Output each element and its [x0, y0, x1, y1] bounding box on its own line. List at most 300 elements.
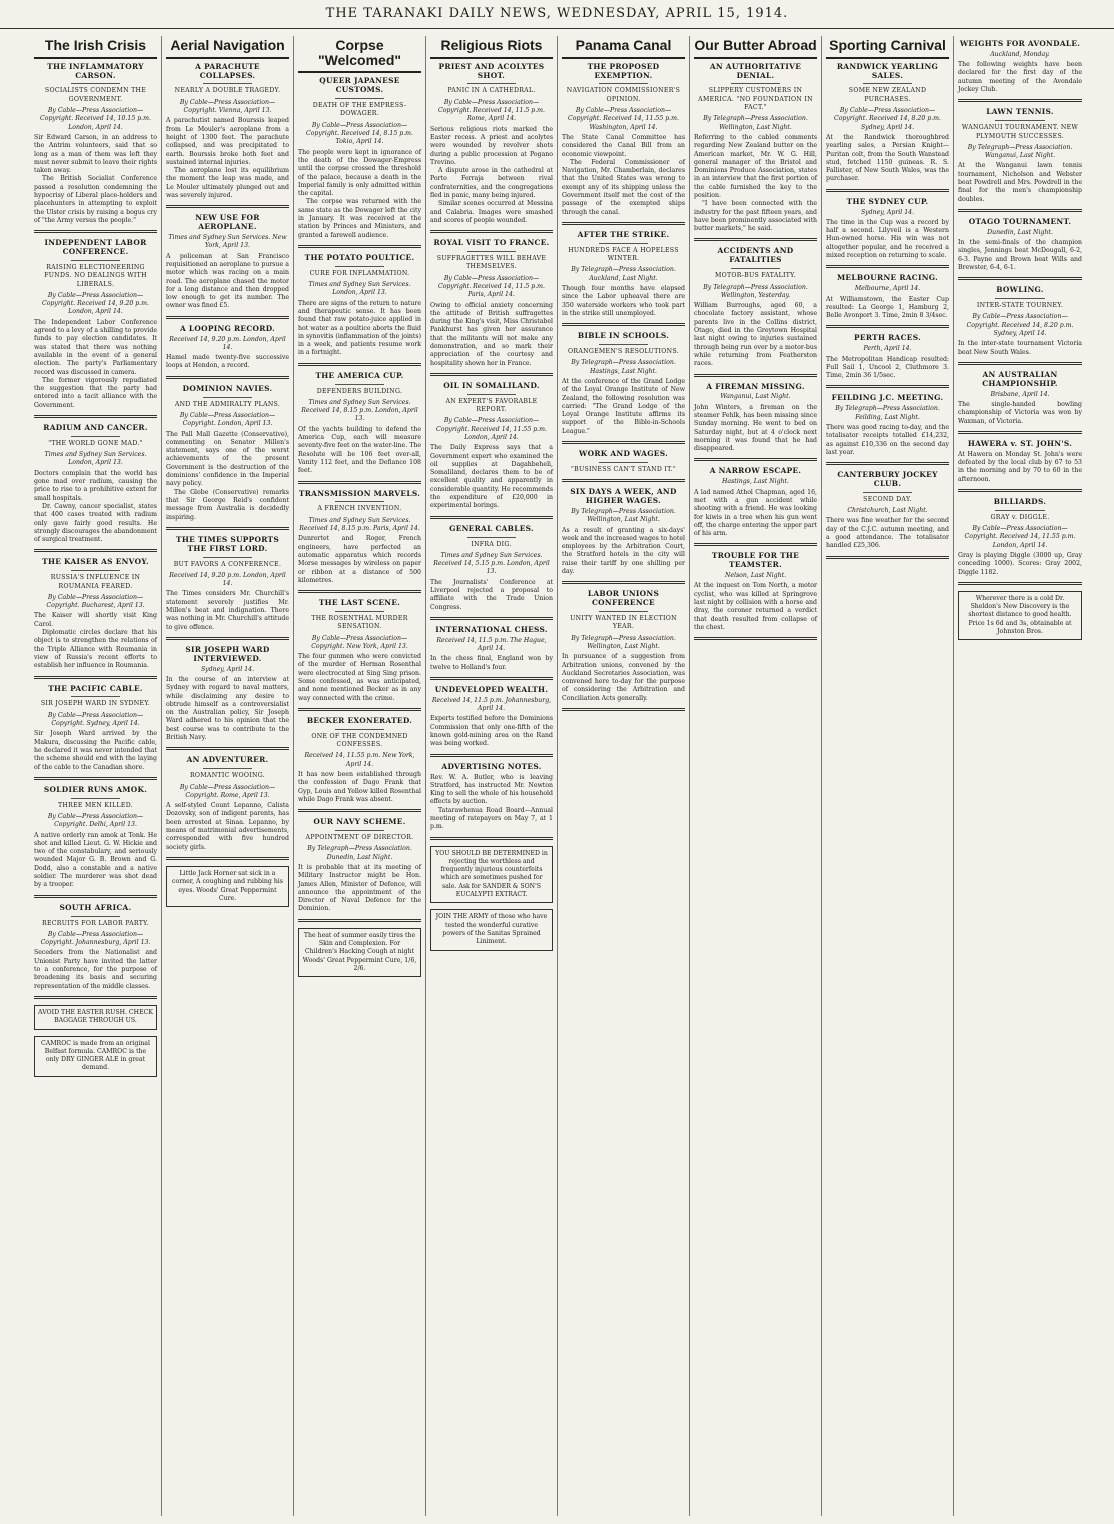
column-title: Sporting Carnival [826, 36, 949, 59]
article-dateline: Times and Sydney Sun Services. London, April 13. [44, 451, 147, 467]
article-headline: A FIREMAN MISSING. [706, 381, 805, 391]
article-headline: BOWLING. [996, 285, 1044, 295]
advertisement: AVOID THE EASTER RUSH. CHECK BAGGAGE THROUGH US. [34, 1005, 157, 1030]
article-headline: INDEPENDENT LABOR CONFERENCE. [44, 238, 147, 257]
advertisement: Little Jack Horner sat sick in a corner, A coughing and rubbing his eyes. Woods' Great Peppermint Cure. [166, 866, 289, 907]
article-dateline: Times and Sydney Sun Services. Received 14, 5.15 p.m. London, April 13. [433, 551, 550, 576]
article-dateline: By Cable—Press Association—Copyright. Received 14, 11.55 p.m. London, April 14. [436, 417, 547, 441]
article-paragraph: A self-styled Count Lepanno, Calista Dozovsky, son of indigent parents, has been arrested at Sinaa. Lepanno, by means of matrimonial advertisements, corresponded with five hundred society girls. [166, 802, 289, 851]
article-separator [562, 323, 685, 326]
divider [71, 260, 120, 261]
article [430, 525, 553, 620]
article-headline: CANTERBURY JOCKEY CLUB. [837, 470, 938, 489]
article-separator [826, 189, 949, 192]
article-dateline: By Telegraph—Press Association. Wanganui, Last Night. [967, 143, 1073, 160]
article-headline: THE PACIFIC CABLE. [48, 683, 143, 693]
article-headline: ADVERTISING NOTES. [441, 761, 542, 771]
article-headline: WEIGHTS FOR AVONDALE. [959, 39, 1081, 48]
article [958, 108, 1082, 212]
article-headline: RANDWICK YEARLING SALES. [836, 61, 939, 80]
article-paragraph: Dunrertet and Roger, French engineers, have perfected an automatic apparatus which records Morse messages by wireless on paper or ribbon at a distance of 500 kilometres. [298, 535, 421, 584]
article-paragraph: A dispute arose in the cathedral at Porto Ferraja between rival confraternities, and the congregations fled in panic, many being injured. [430, 167, 553, 199]
article-separator [958, 582, 1082, 585]
article-subhead: SOME NEW ZEALAND PURCHASES. [848, 87, 927, 103]
article [958, 498, 1082, 585]
article-separator [430, 754, 553, 757]
article-paragraph: There was good racing to-day, and the totalisator receipts totalled £14,232, as against £10,336 on the second day last year. [826, 423, 949, 456]
article-subhead: A FRENCH INVENTION. [317, 505, 402, 513]
article-headline: BIBLE IN SCHOOLS. [577, 331, 670, 341]
article-subhead: "THE WORLD GONE MAD." [48, 439, 143, 447]
article-paragraph: In the course of an interview at Sydney with regard to naval matters, while disclaiming any desire to obtrude himself as a controversialist on the Australian policy, Sir Joseph Ward adhered to his opinion that the best course was to contribute to the British Navy. [166, 675, 289, 742]
article-headline: BECKER EXONERATED. [306, 715, 413, 725]
divider [203, 83, 252, 84]
article-separator [166, 747, 289, 750]
article [298, 490, 421, 594]
article [166, 63, 289, 209]
article [34, 239, 157, 418]
divider [863, 83, 912, 84]
article [34, 904, 157, 999]
column-title: Corpse "Welcomed" [298, 36, 421, 73]
article [958, 286, 1082, 365]
article-paragraph: The British Socialist Conference passed a resolution condemning the hypocrisy of Liberal place-holders and placehunters in attempting to exploit the Ulster crisis by raising a bogus cry of "the Army versus the people." [34, 175, 157, 224]
advertisement: Wherever there is a cold Dr. Sheldon's New Discovery is the shortest distance to good health. Price 1s 6d and 3s, obtainable at Johnston Bros. [958, 591, 1082, 640]
article-subhead: NEARLY A DOUBLE TRAGEDY. [174, 87, 281, 95]
article-dateline: By Cable—Press Association—Copyright. New York, April 13. [311, 634, 408, 650]
article-dateline: By Telegraph—Press Association. Feilding, Last Night. [835, 405, 940, 421]
article-headline: OIL IN SOMALILAND. [443, 380, 540, 390]
article-paragraph: There are signs of the return to nature and therapeutic sense. It has been found that raw potato-juice applied in hot water as a poultice aborts the fluid in synovitis (inflammation of the joints) in a week, and patients resume work in a fortnight. [298, 299, 421, 357]
article [562, 488, 685, 584]
article-paragraph: Owing to official anxiety concerning the attitude of British suffragettes during the King's visit, Miss Christabel Pankhurst has given her assurance that the militants will not make any demonstration, and so mark their appreciation of the courtesy and hospitality shown her in France. [430, 301, 553, 367]
article-subhead: THE ROSENTHAL MURDER SENSATION. [311, 614, 408, 631]
divider [335, 501, 384, 502]
article-separator [958, 431, 1082, 434]
article [958, 440, 1082, 492]
article-paragraph: Seceders from the Nationalist and Unionist Party have invited the latter to a conference, for the purpose of broadening its basis and securing representation of the middle classes. [34, 949, 157, 990]
article-paragraph: Hamel made twenty-five successive loops at Hendon, a record. [166, 354, 289, 370]
divider [731, 268, 780, 269]
article-separator [562, 479, 685, 482]
article-headline: HAWERA v. ST. JOHN'S. [967, 438, 1073, 448]
article-separator [34, 777, 157, 780]
article-dateline: Christchurch, Last Night. [847, 507, 928, 515]
article-dateline: Received 14, 11.5 p.m. The Hague, April 14. [436, 636, 547, 653]
article-headline: NEW USE FOR AEROPLANE. [195, 213, 260, 232]
article-dateline: Auckland, Monday. [990, 50, 1050, 58]
article-paragraph: The four gunmen who were convicted of the murder of Herman Rosenthal were electrocuted at Sing Sing prison. Some confessed, as was anticipated, and none mentioned Becker as in any way connected with the crime. [298, 653, 421, 702]
article-dateline: By Telegraph—Press Association. Dunedin, Last Night. [307, 845, 412, 861]
article-separator [958, 362, 1082, 365]
article-separator [430, 373, 553, 376]
article-paragraph: Of the yachts building to defend the America Cup, each will measure seventy-five feet on the water-line. The Resolute will be 106 feet over-all, Vanity 112 feet, and the Defiance 108 feet. [298, 425, 421, 475]
article-headline: SIR JOSEPH WARD INTERVIEWED. [185, 644, 270, 663]
article-subhead: CURE FOR INFLAMMATION. [309, 269, 410, 277]
article-headline: ROYAL VISIT TO FRANCE. [433, 238, 550, 248]
article-separator [562, 581, 685, 584]
article-paragraph: Though four months have elapsed since the Labor upheaval there are 350 waterside workers who took part in the strike still unemployed. [562, 284, 685, 317]
article-subhead: SIR JOSEPH WARD IN SYDNEY. [40, 700, 151, 708]
article-separator [298, 245, 421, 248]
article-subhead: THREE MEN KILLED. [57, 801, 134, 809]
article-subhead: SOCIALISTS CONDEMN THE GOVERNMENT. [44, 87, 147, 103]
article [958, 40, 1082, 102]
divider [467, 83, 516, 84]
article [694, 63, 817, 242]
article-dateline: By Cable—Press Association—Copyright. Received 14, 11.5 p.m. Rome, April 14. [437, 98, 546, 123]
article-paragraph: The single-handed bowling championship of Victoria was won by Waxman, of Victoria. [958, 400, 1082, 425]
article-paragraph: As a result of granting a six-days' week and the increased wages to hotel employees by the Arbitration Court, the Stratford hotels in the city will raise their tariff by one shilling per day. [562, 526, 685, 575]
article-dateline: Dunedin, Last Night. [987, 228, 1053, 236]
article-dateline: By Telegraph—Press Association. Wellington, Last Night. [571, 634, 676, 650]
article [298, 818, 421, 922]
article-dateline: Sydney, April 14. [200, 665, 255, 673]
article-dateline: By Telegraph—Press Association. Auckland, Last Night. [571, 266, 676, 282]
article-separator [430, 516, 553, 519]
article-dateline: Sydney, April 14. [860, 208, 915, 216]
article-paragraph: A policeman at San Francisco requisitioned an aeroplane to pursue a motor which was racing on a main road. The aeroplane chased the motor for a long distance and then dropped low enough to get its number. The owner was fined £5. [166, 252, 289, 310]
article [34, 63, 157, 234]
article-separator [166, 527, 289, 530]
divider [731, 83, 780, 84]
article-headline: QUEER JAPANESE CUSTOMS. [319, 76, 400, 95]
divider [335, 266, 384, 267]
article [562, 590, 685, 711]
article-separator [298, 363, 421, 366]
article-subhead: MOTOR-BUS FATALITY. [714, 272, 797, 280]
article-subhead: BUT FAVORS A CONFERENCE. [173, 560, 282, 568]
article-paragraph: Serious religious riots marked the Easter recess. A priest and acolytes were wounded by revolver shots during a public procession at Pogano Trevino. [430, 125, 553, 166]
article-paragraph: The State Canal Committee has considered the Canal Bill from an economic viewpoint. [562, 133, 685, 158]
article-separator [958, 99, 1082, 102]
article-separator [166, 857, 289, 860]
divider [71, 570, 120, 571]
article [34, 424, 157, 552]
article-paragraph: The Journalists' Conference at Liverpool rejected a proposal to affiliate with the Trade Union Congress. [430, 578, 553, 611]
article-subhead: HUNDREDS FACE A HOPELESS WINTER. [568, 246, 679, 263]
article-dateline: Received 14, 11.55 p.m. New York, April 14. [304, 752, 415, 768]
article-headline: LABOR UNIONS CONFERENCE [587, 589, 660, 608]
divider [467, 251, 516, 252]
article-subhead: DEFENDERS BUILDING. [316, 387, 403, 395]
divider [203, 397, 252, 398]
article-separator [298, 919, 421, 922]
divider [335, 830, 384, 831]
divider [467, 394, 516, 395]
article-paragraph: A lad named Athol Chapman, aged 16, met with a gun accident while shooting with a friend. He was looking for kiwis in a tree when his gun went off, the charge entering the upper part of his arm. [694, 488, 817, 538]
article-headline: THE PROPOSED EXEMPTION. [587, 61, 660, 80]
article-paragraph: At the conference of the Grand Lodge of the Loyal Orange Institute of New Zealand, the following resolution was carried: "The Grand Lodge of the Loyal Orange Institute affirms its support of the Bible-in-Schools League." [562, 377, 685, 435]
article-headline: SIX DAYS A WEEK, AND HIGHER WAGES. [570, 487, 677, 506]
article-dateline: By Cable—Press Association—Copyright. Rome, April 13. [179, 783, 276, 799]
article-paragraph: The time in the Cup was a record by half a second. Lilyveil is a Western Hun-owned horse. His win was not altogether popular, and he received a mixed reception on returning to scale. [826, 218, 949, 260]
article-paragraph: The Kaiser will shortly visit King Carol. [34, 612, 157, 628]
article-dateline: By Cable—Press Association—Copyright. Received 14, 11.55 p.m. Washington, April 14. [568, 107, 679, 131]
article-headline: FEILDING J.C. MEETING. [831, 393, 944, 403]
article-separator [34, 676, 157, 679]
article-headline: OTAGO TOURNAMENT. [968, 216, 1072, 226]
column-title: Panama Canal [562, 36, 685, 59]
article-separator [166, 316, 289, 319]
article [430, 686, 553, 757]
article-paragraph: In the inter-state tournament Victoria beat New South Wales. [958, 340, 1082, 356]
column-title: Aerial Navigation [166, 36, 289, 59]
article-subhead: RECRUITS FOR LABOR PARTY. [42, 919, 149, 927]
article-subhead: RUSSIA'S INFLUENCE IN ROUMANIA FEARED. [50, 574, 141, 590]
article-dateline: By Cable—Press Association—Copyright. Delhi, April 13. [47, 812, 144, 829]
article-separator [694, 458, 817, 461]
divider [335, 384, 384, 385]
article-paragraph: Experts testified before the Dominions Commission that only one-fifth of the known gold-mining area on the Rand was being worked. [430, 715, 553, 748]
divider [599, 462, 648, 463]
article-dateline: By Telegraph—Press Association. Hastings, Last Night. [571, 359, 676, 375]
article-separator [694, 238, 817, 241]
article-separator [958, 489, 1082, 492]
article-subhead: AN EXPERT'S FAVORABLE REPORT. [445, 397, 538, 414]
article-dateline: By Telegraph—Press Association. Wellington, Last Night. [571, 507, 676, 524]
divider [335, 98, 384, 99]
article [298, 372, 421, 484]
article-separator [34, 895, 157, 898]
article [430, 382, 553, 519]
article-paragraph: The people were kept in ignorance of the death of the Dowager-Empress until the corpse crossed the threshold of the palace, because a death in the Imperial family is only admitted within the capital. [298, 148, 421, 198]
column-title: The Irish Crisis [34, 36, 157, 59]
article [166, 214, 289, 318]
article-dateline: By Cable—Press Association—Copyright. Received 14, 8.20 p.m. Sydney, April 14. [833, 107, 942, 131]
article [298, 717, 421, 812]
article-headline: THE KAISER AS ENVOY. [42, 557, 149, 567]
article-paragraph: The Daily Express says that a Government expert who examined the oil supplies at Dagahbeheli, Somaliland, declares them to be of excellent quality and apparently in considerable quantity. He recommends the expenditure of £20,000 in experimental borings. [430, 444, 553, 510]
divider [71, 436, 120, 437]
article-paragraph: The Independent Labor Conference agreed to a levy of a shilling to provide funds to pay election candidates. It was stated that there was nothing available in the event of a general election. The party's Parliamentary record was discussed in camera. [34, 318, 157, 376]
article-paragraph: There was fine weather for the second day of the C.J.C. autumn meeting, and a good attendance. The totalisator handled £25,306. [826, 517, 949, 550]
article-separator [562, 222, 685, 225]
article-subhead: UNITY WANTED IN ELECTION YEAR. [570, 615, 677, 631]
article-paragraph: Sir Joseph Ward arrived by the Makura, discussing the Pacific cable, he declared it was never intended that the scheme should end with the laying of the cable to the Canadian shore. [34, 730, 157, 771]
column-4 [426, 36, 558, 1516]
article-subhead: RAISING ELECTIONEERING FUNDS. NO DEALINGS WITH LIBERALS. [44, 263, 147, 288]
article-separator [826, 556, 949, 559]
divider [467, 537, 516, 538]
article-paragraph: It is probable that at its meeting of Military Instructor might be Hon. James Allen, Minister of Defence, will announce the appointment of the Director of Naval Defence for the Dominion. [298, 863, 421, 913]
article [826, 471, 949, 559]
article-paragraph: Doctors complain that the world has gone mad over radium, causing the price to rise to a prohibitive extent for small hospitals. [34, 469, 157, 502]
article-dateline: Times and Sydney Sun Services. Received 14, 8.15 p.m. Paris, April 14. [299, 516, 420, 533]
article [34, 685, 157, 780]
article-headline: AN ADVENTURER. [186, 755, 269, 765]
divider [335, 611, 384, 612]
article-separator [34, 415, 157, 418]
article-paragraph: At Hawera on Monday St. John's were defeated by the local club by 67 to 53 in the morning and by 70 to 60 in the afternoon. [958, 450, 1082, 483]
article [562, 63, 685, 225]
article-headline: TRANSMISSION MARVELS. [298, 488, 421, 498]
article-headline: SOUTH AFRICA. [59, 902, 132, 912]
article-subhead: APPOINTMENT OF DIRECTOR. [305, 834, 414, 842]
divider [599, 243, 648, 244]
divider [995, 120, 1045, 121]
article-separator [694, 637, 817, 640]
article [298, 599, 421, 711]
article-dateline: By Cable—Press Association—Copyright. Received 14, 8.20 p.m. Sydney, April 14. [966, 313, 1074, 338]
column-title: Religious Riots [430, 36, 553, 59]
advertisement: JOIN THE ARMY of those who have tested the wonderful curative powers of the Sanitas Sprained Liniment. [430, 909, 553, 950]
article-paragraph: The Times considers Mr. Churchill's statement severely justifies Mr. Millen's beat and indignation. There was nothing in Mr. Churchill's attitude to give offence. [166, 590, 289, 631]
article [826, 334, 949, 388]
article-subhead: SLIPPERY CUSTOMERS IN AMERICA. "NO FOUNDATION IN FACT." [698, 87, 813, 112]
article [166, 385, 289, 530]
article-paragraph: The former vigorously repudiated the suggestion that the party had entered into a tacit alliance with the Government. [34, 376, 157, 409]
article-dateline: By Cable—Press Association—Copyright. Received 14, 8.15 p.m. Tokio, April 14. [305, 121, 414, 146]
article [34, 558, 157, 678]
article-dateline: Times and Sydney Sun Services. New York, April 13. [168, 234, 287, 250]
article-paragraph: The Pall Mall Gazette (Conservative), commenting on Senator Millen's statement, says one of the worst achievements of the present Government is the destruction of the dominions' confidence in the Imperial navy policy. [166, 430, 289, 488]
article-paragraph: Dr. Cawny, cancer specialist, states that 400 cases treated with radium only gave fairly good results. He strongly discourages the abandonment of surgical treatment. [34, 502, 157, 544]
article-headline: LAWN TENNIS. [986, 107, 1054, 117]
article-separator [430, 837, 553, 840]
article-separator [298, 809, 421, 812]
article-headline: AFTER THE STRIKE. [577, 229, 670, 239]
article-separator [562, 441, 685, 444]
article-headline: PRIEST AND ACOLYTES SHOT. [438, 61, 545, 80]
article [562, 231, 685, 326]
article [826, 274, 949, 328]
article-headline: OUR NAVY SCHEME. [313, 817, 406, 827]
article-headline: A PARACHUTE COLLAPSES. [195, 61, 260, 80]
article-headline: PERTH RACES. [854, 333, 921, 343]
article-separator [826, 462, 949, 465]
advertisement: The heat of summer easily tires the Skin and Complexion. For Children's Hacking Cough at night Woods' Great Peppermint Cure, 1/6, 2/6. [298, 928, 421, 977]
article-dateline: Times and Sydney Sun Services. London, April 13. [308, 281, 411, 297]
article-paragraph: Tatarawhenua Road Board—Annual meeting of ratepayers on May 7, at 1 p.m. [430, 806, 553, 831]
article-paragraph: It has now been established through the confession of Dago Frank that Gyp, Louis and Yellow killed Rosenthal while Dago Frank was absent. [298, 771, 421, 803]
article-paragraph: The following weights have been declared for the first day of the autumn meeting of the Avondale Jockey Club. [958, 61, 1082, 94]
column-title: Our Butter Abroad [694, 36, 817, 59]
article-separator [430, 617, 553, 620]
article [430, 63, 553, 234]
article-paragraph: At the Wanganui lawn tennis tournament, Nicholson and Webster beat Powdrell and Mrs. Powdrell in the final for the men's championship doubles. [958, 162, 1082, 203]
divider [863, 492, 912, 493]
article-paragraph: Gray is playing Diggle (3000 up, Gray conceding 1000). Scores: Gray 2002, Diggle 1182. [958, 551, 1082, 576]
article-paragraph: "I have been connected with the industry for the past fifteen years, and have been prominently associated with butter markets," he said. [694, 200, 817, 233]
article-headline: THE AMERICA CUP. [315, 370, 404, 380]
article-headline: THE LAST SCENE. [318, 598, 401, 608]
article-paragraph: Referring to the cabled comments regarding New Zealand butter on the American market, Mr. W. G. Hill, general manager of the Bristol and Dominions Produce Association, states in an interview that the first portion of the cable furnished the key to the position. [694, 133, 817, 199]
article-subhead: NAVIGATION COMMISSIONER'S OPINION. [566, 87, 681, 103]
article-headline: DOMINION NAVIES. [182, 383, 273, 393]
article-dateline: Hastings, Last Night. [722, 478, 789, 486]
article-separator [826, 265, 949, 268]
article-paragraph: In pursuance of a suggestion from Arbitration unions, convened by the Auckland Secretaries Association, was convened here to-day for the purpose of considering the Arbitration and Conciliation Acts generally. [562, 653, 685, 702]
article [826, 198, 949, 269]
article-separator [694, 543, 817, 546]
columns-container [30, 36, 1100, 1516]
article-separator [166, 205, 289, 208]
article-separator [298, 708, 421, 711]
article-dateline: By Cable—Press Association—Copyright. Received 14, 11.55 p.m. London, April 14. [964, 525, 1076, 549]
article [826, 394, 949, 465]
article-paragraph: John Winters, a fireman on the steamer Fehlk, has been missing since Sunday morning. He went to bed on Saturday night, but at 4 o'clock next morning it was found that he had disappeared. [694, 403, 817, 453]
article [166, 756, 289, 860]
article-dateline: By Cable—Press Association—Copyright. Bucharest, April 13. [46, 593, 145, 610]
article-subhead: AND THE ADMIRALTY PLANS. [174, 400, 281, 408]
article-dateline: By Telegraph—Press Association. Wellington, Last Night. [703, 115, 808, 131]
article [562, 332, 685, 444]
article [166, 536, 289, 640]
article-dateline: By Telegraph—Press Association. Wellington, Yesterday. [703, 283, 808, 299]
article [694, 247, 817, 376]
divider [995, 510, 1045, 511]
article-paragraph: The aeroplane lost its equilibrium the moment the leap was made, and Le Mouler ultimately plunged out and was severely injured. [166, 167, 289, 199]
article-separator [430, 230, 553, 233]
article-paragraph: William Burroughs, aged 60, a chocolate factory assistant, whose parents live in the Collins district, Otago, died in the Greytown Hospital last night owing to injuries sustained through being run over by a motor-bus while returning from Featherston races. [694, 302, 817, 368]
article-separator [34, 549, 157, 552]
article-paragraph: At the Randwick thoroughbred yearling sales, a Persian Knight—Puritan colt, from the South Wanstead stud, fetched 1150 guineas. R. S. Fallister, of New South Wales, was the purchaser. [826, 133, 949, 183]
article-dateline: Melbourne, April 14. [854, 285, 921, 293]
divider [71, 916, 120, 917]
article-dateline: Received 14, 9.20 p.m. London, April 14. [169, 335, 286, 351]
article-paragraph: The Federal Commissioner of Navigation, Mr. Chamberlain, declares that the United States was wrong to exempt any of its shipping unless the Government itself met the cost of the passage of the exempted ships through the canal. [562, 158, 685, 216]
article-headline: GENERAL CABLES. [449, 523, 534, 533]
article [166, 646, 289, 750]
article-separator [34, 996, 157, 999]
article-separator [958, 209, 1082, 212]
column-5 [558, 36, 690, 1516]
article-dateline: Received 14, 9.20 p.m. London, April 14. [169, 571, 286, 588]
article-dateline: Brisbane, April 14. [990, 390, 1050, 398]
article-subhead: SUFFRAGETTES WILL BEHAVE THEMSELVES. [436, 255, 547, 271]
article-paragraph: In the semi-finals of the champion singles, Jennings beat McDougall, 6-2, 6-3. Payne and Brown beat Wills and Brewster, 6-4, 6-1. [958, 239, 1082, 271]
article-subhead: ORANGEMEN'S RESOLUTIONS. [568, 348, 679, 356]
article-subhead: INFRA DIG. [471, 540, 512, 548]
divider [995, 298, 1045, 299]
advertisement: YOU SHOULD BE DETERMINED in rejecting the worthless and frequently injurious counterfeits which are sometimes pushed for sale. Ask for SANDER & SON'S EUCALYPTI EXTRACT. [430, 846, 553, 904]
article [958, 371, 1082, 434]
article-headline: THE TIMES SUPPORTS THE FIRST LORD. [176, 534, 279, 553]
article-dateline: By Cable—Press Association—Copyright. Vienna, April 13. [179, 98, 276, 115]
article-dateline: Wanganui, Last Night. [720, 393, 791, 401]
article-headline: THE POTATO POULTICE. [304, 252, 415, 262]
article-separator [430, 677, 553, 680]
article-headline: SOLDIER RUNS AMOK. [43, 784, 148, 794]
article [298, 254, 421, 366]
article-subhead: WANGANUI TOURNAMENT. NEW PLYMOUTH SUCCESSES. [961, 124, 1079, 140]
article-paragraph: The Globe (Conservative) remarks that Sir George Reid's confident message from Australia is decidedly inspiring. [166, 488, 289, 521]
article-separator [826, 325, 949, 328]
article-dateline: By Cable—Press Association—Copyright. Sydney, April 14. [47, 711, 144, 728]
article-paragraph: Rev. W. A. Butler, who is leaving Stratford, has instructed Mr. Newton King to sell the whole of his household effects by auction. [430, 773, 553, 806]
article-subhead: DEATH OF THE EMPRESS-DOWAGER. [312, 102, 407, 118]
article-separator [166, 637, 289, 640]
article-headline: THE SYDNEY CUP. [846, 196, 929, 206]
article-headline: UNDEVELOPED WEALTH. [434, 684, 549, 694]
article-dateline: By Cable—Press Association—Copyright. Received 14, 10.15 p.m. London, April 14. [40, 107, 151, 131]
article-subhead: "BUSINESS CAN'T STAND IT." [570, 465, 677, 473]
article-headline: INTERNATIONAL CHESS. [435, 624, 548, 634]
article-separator [826, 385, 949, 388]
article-subhead: ONE OF THE CONDEMNED CONFESSES. [311, 732, 408, 749]
article-headline: TROUBLE FOR THE TEAMSTER. [711, 551, 800, 570]
article-separator [298, 590, 421, 593]
article [166, 325, 289, 379]
divider [71, 696, 120, 697]
article-paragraph: In the chess final, England won by twelve to Holland's four. [430, 655, 553, 671]
article [826, 63, 949, 192]
article-paragraph: Diplomatic circles declare that his object is to strengthen the relations of the Triple Alliance with Roumania in view of Russia's recent efforts to establish her influence in Roumania. [34, 629, 157, 670]
article-paragraph: Sir Edward Carson, in an address to the Antrim volunteers, said that so long as a man of them was left they must never submit to leave their rights taken away. [34, 133, 157, 175]
article-dateline: By Cable—Press Association—Copyright. Received 14, 9.20 p.m. London, April 14. [41, 291, 150, 316]
article-subhead: ROMANTIC WOOING. [189, 772, 266, 780]
